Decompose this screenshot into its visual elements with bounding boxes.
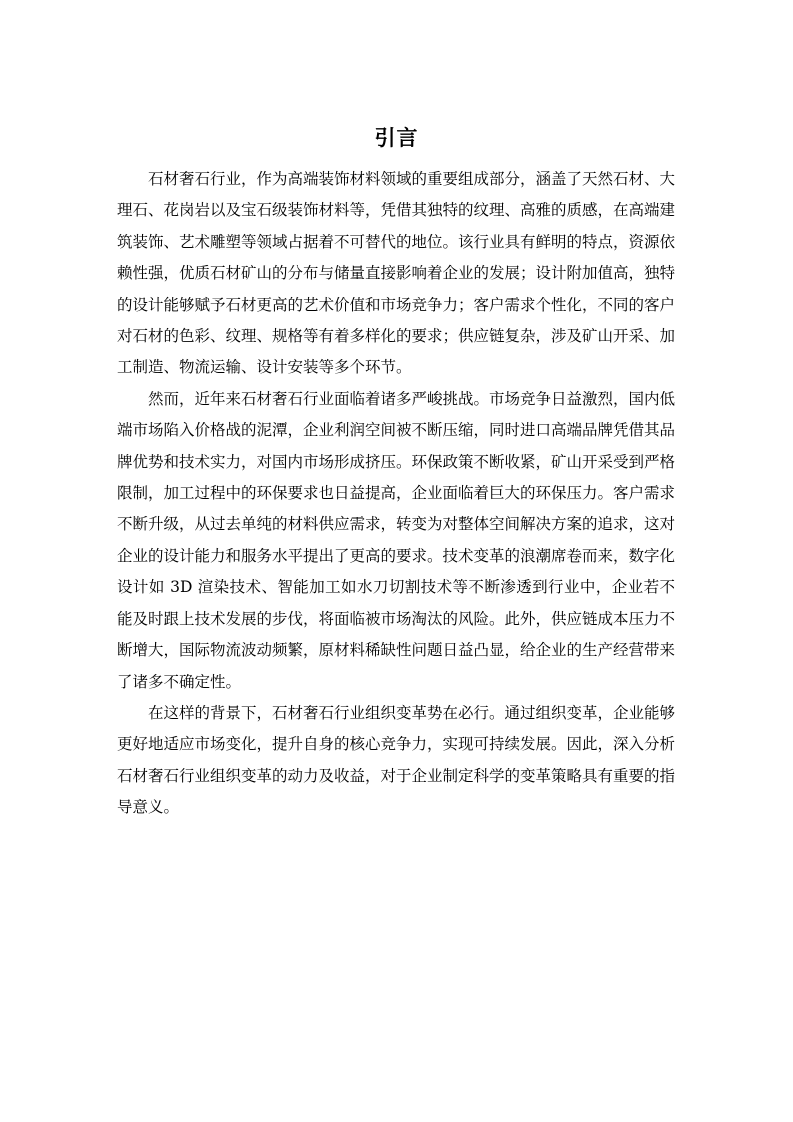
page-title: 引言 (374, 126, 419, 150)
paragraph-2: 然而，近年来石材奢石行业面临着诸多严峻挑战。市场竞争日益激烈，国内低端市场陷入价格战的泥潭，企业利润空间被不断压缩，同时进口高端品牌凭借其品牌优势和技术实力，对国内市场形成挤压。环保政策不断收紧，矿山开采受到严格限制，加工过程中的环保要求也日益提高，企业面临着巨大的环保压力。客户需求不断升级，从过去单纯的材料供应需求，转变为对整体空间解决方案的追求，这对企业的设计能力和服务水平提出了更高的要求。技术变革的浪潮席卷而来，数字化设计如 3D 渲染技术、智能加工如水刀切割技术等不断渗透到行业中，企业若不能及时跟上技术发展的步伐，将面临被市场淘汰的风险。此外，供应链成本压力不断增大，国际物流波动频繁，原材料稀缺性问题日益凸显，给企业的生产经营带来了诸多不确定性。 (117, 389, 676, 691)
paragraph-1: 石材奢石行业，作为高端装饰材料领域的重要组成部分，涵盖了天然石材、大理石、花岗岩以及宝石级装饰材料等，凭借其独特的纹理、高雅的质感，在高端建筑装饰、艺术雕塑等领域占据着不可替代的地位。该行业具有鲜明的特点，资源依赖性强，优质石材矿山的分布与储量直接影响着企业的发展；设计附加值高，独特的设计能够赋予石材更高的艺术价值和市场竞争力；客户需求个性化，不同的客户对石材的色彩、纹理、规格等有着多样化的要求；供应链复杂，涉及矿山开采、加工制造、物流运输、设计安装等多个环节。 (117, 170, 676, 377)
body-text (117, 164, 675, 824)
paragraph-3: 在这样的背景下，石材奢石行业组织变革势在必行。通过组织变革，企业能够更好地适应市场变化，提升自身的核心竞争力，实现可持续发展。因此，深入分析石材奢石行业组织变革的动力及收益，对于企业制定科学的变革策略具有重要的指导意义。 (117, 703, 676, 817)
